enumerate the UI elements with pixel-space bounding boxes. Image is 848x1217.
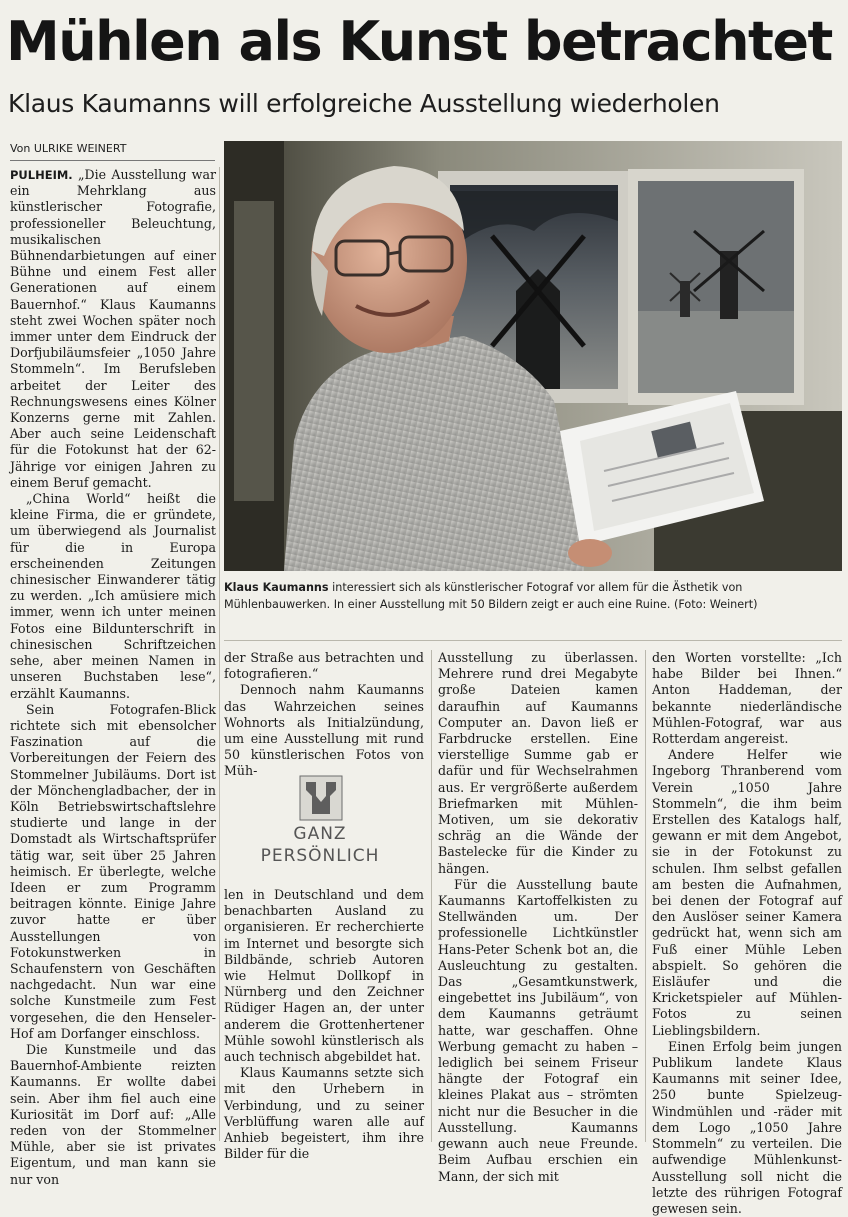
paragraph-4: Die Kunstmeile und das Bauernhof-Ambiente reizten Kaumanns. Er wollte dabei sein. Aber ihm fiel auch eine Kuriosität im Dorf auf: „Alle reden von der Stommelner Mühle, aber sie ist privates Eigentum, und man kann sie nur von	[10, 1041, 216, 1187]
paragraph-11: den Worten vorstellte: „Ich habe Bilder bei Ihnen.“ Anton Haddeman, der bekannte niederländische Mühlen-Fotograf, war aus Rotterdam angereist.	[652, 650, 842, 747]
paragraph-10: Für die Ausstellung baute Kaumanns Kartoffelkisten zu Stellwänden um. Der professionelle Lichtkünstler Hans-Peter Schenk bot an, die Ausleuchtung zu gestalten. Das „Gesamtkunstwerk, eingebettet ins Jubiläum“, von dem Kaumanns geträumt hatte, war geschaffen. Ohne Werbung gemacht zu haben – lediglich bei seinem Friseur hängte der Fotograf ein kleines Plakat aus – strömten nicht nur die Besucher in die Ausstellung. Kaumanns gewann auch neue Freunde. Beim Aufbau erschien ein Mann, der sich mit	[438, 876, 638, 1184]
article-column-3	[438, 650, 638, 1184]
article-column-1	[10, 167, 216, 1187]
caption-name: Klaus Kaumanns	[224, 581, 329, 594]
caption-divider	[224, 640, 842, 641]
column-divider	[645, 650, 646, 1142]
photo-caption	[224, 580, 842, 613]
article-subheadline: Klaus Kaumanns will erfolgreiche Ausstellung wiederholen	[8, 89, 720, 118]
paragraph-6: Dennoch nahm Kaumanns das Wahrzeichen seines Wohnorts als Initialzündung, um eine Ausstellung mit rund 50 künstlerischen Fotos von Müh-	[224, 682, 424, 779]
column-divider	[431, 650, 432, 1142]
rubric-line-1: GANZ	[293, 824, 347, 844]
article-column-2-bottom	[224, 887, 424, 1162]
paragraph-8: Klaus Kaumanns setzte sich mit den Urhebern in Verbindung, und zu seiner Verblüffung waren alle auf Anhieb begeistert, ihm ihre Bilder für die	[224, 1065, 424, 1162]
dateline: PULHEIM.	[10, 168, 73, 182]
article-headline: Mühlen als Kunst betrachtet	[6, 10, 832, 73]
article-column-2-top	[224, 650, 424, 790]
paragraph-5: der Straße aus betrachten und fotografieren.“	[224, 650, 424, 682]
rubric-logo-icon	[300, 776, 342, 820]
paragraph-3: Sein Fotografen-Blick richtete sich mit ebensolcher Faszination auf die Vorbereitungen der Feiern des Stommelner Jubiläums. Dort ist der Mönchengladbacher, der in Köln Betriebswirtschaftslehre studierte und lange in der Domstadt als Wirtschaftsprüfer tätig war, seit über 25 Jahren heimisch. Er überlegte, welche Ideen er zum Programm beitragen könnte. Einige Jahre zuvor hatte er über Ausstellungen von Fotokunstwerken in Schaufenstern von Geschäften nachgedacht. Nun war eine solche Kunstmeile zum Fest vorgesehen, die den Henseler-Hof am Dorfanger einschloss.	[10, 701, 216, 1041]
rubric-line-2: PERSÖNLICH	[260, 846, 380, 866]
paragraph-2: „China World“ heißt die kleine Firma, die er gründete, um überwiegend als Journalist für die in Europa erscheinenden Zeitungen chinesischer Einwanderer tätig zu werden. „Ich amüsiere mich immer, wenn ich unter meinen Fotos eine Bildunterschrift in chinesischen Schriftzeichen sehe, aber meinen Namen in unseren Buchstaben lese“, erzählt Kaumanns.	[10, 491, 216, 701]
paragraph-7: len in Deutschland und dem benachbarten Ausland zu organisieren. Er recherchierte im Internet und besorgte sich Bildbände, schrieb Autoren wie Helmut Dollkopf in Nürnberg und den Zeichner Rüdiger Hagen an, der unter anderem die Grottenhertener Mühle sowohl künstlerisch als auch technisch abgebildet hat.	[224, 887, 424, 1065]
rubric-ganz-persoenlich	[250, 774, 390, 874]
article-byline: Von ULRIKE WEINERT	[10, 142, 127, 155]
article-photo	[224, 141, 842, 571]
paragraph-1	[10, 167, 216, 491]
caption-text: interessiert sich als künstlerischer Fotograf vor allem für die Ästhetik von Mühlenbauwerken. In einer Ausstellung mit 50 Bildern zeigt er auch eine Ruine. (Foto: Weinert)	[224, 581, 758, 611]
article-column-4	[652, 650, 842, 1216]
paragraph-1-text: „Die Ausstellung war ein Mehrklang aus künstlerischer Fotografie, professioneller Beleuchtung, musikalischen Bühnendarbietungen auf einer Bühne und einem Fest aller Generationen auf einem Bauernhof.“ Klaus Kaumanns steht zwei Wochen später noch immer unter dem Eindruck der Dorfjubiläumsfeier „1050 Jahre Stommeln“. Im Berufsleben arbeitet der Leiter des Rechnungswesens eines Kölner Konzerns gerne mit Zahlen. Aber auch seine Leidenschaft für die Fotokunst hat der 62-Jährige vor einigen Jahren zu einem Beruf gemacht.	[10, 167, 216, 490]
byline-divider	[10, 160, 215, 161]
paragraph-9: Ausstellung zu überlassen. Mehrere rund drei Megabyte große Dateien kamen daraufhin auf Kaumanns Computer an. Davon ließ er Farbdrucke erstellen. Eine vierstellige Summe gab er dafür und für Wechselrahmen aus. Er vergrößerte außerdem Briefmarken mit Mühlen-Motiven, um sie dekorativ schräg an die Wände der Bastelecke für die Kinder zu hängen.	[438, 650, 638, 876]
paragraph-13: Einen Erfolg beim jungen Publikum landete Klaus Kaumanns mit seiner Idee, 250 bunte Spielzeug-Windmühlen und -räder mit dem Logo „1050 Jahre Stommeln“ zu verteilen. Die aufwendige Mühlenkunst-Ausstellung soll nicht die letzte des rührigen Fotograf gewesen sein.	[652, 1038, 842, 1216]
paragraph-12: Andere Helfer wie Ingeborg Thranberend vom Verein „1050 Jahre Stommeln“, die ihm beim Erstellen des Katalogs half, gewann er mit dem Angebot, sie in der Fotokunst zu schulen. Ihm selbst gefallen am besten die Aufnahmen, bei denen der Fotograf auf den Auslöser seiner Kamera gedrückt hat, wenn sich am Fuß einer Mühle Leben abspielt. So gehören die Eisläufer und die Kricketspieler auf Mühlen-Fotos zu seinen Lieblingsbildern.	[652, 747, 842, 1038]
photo-portrait-with-windmill-pictures	[224, 141, 842, 571]
column-divider	[219, 167, 220, 1141]
